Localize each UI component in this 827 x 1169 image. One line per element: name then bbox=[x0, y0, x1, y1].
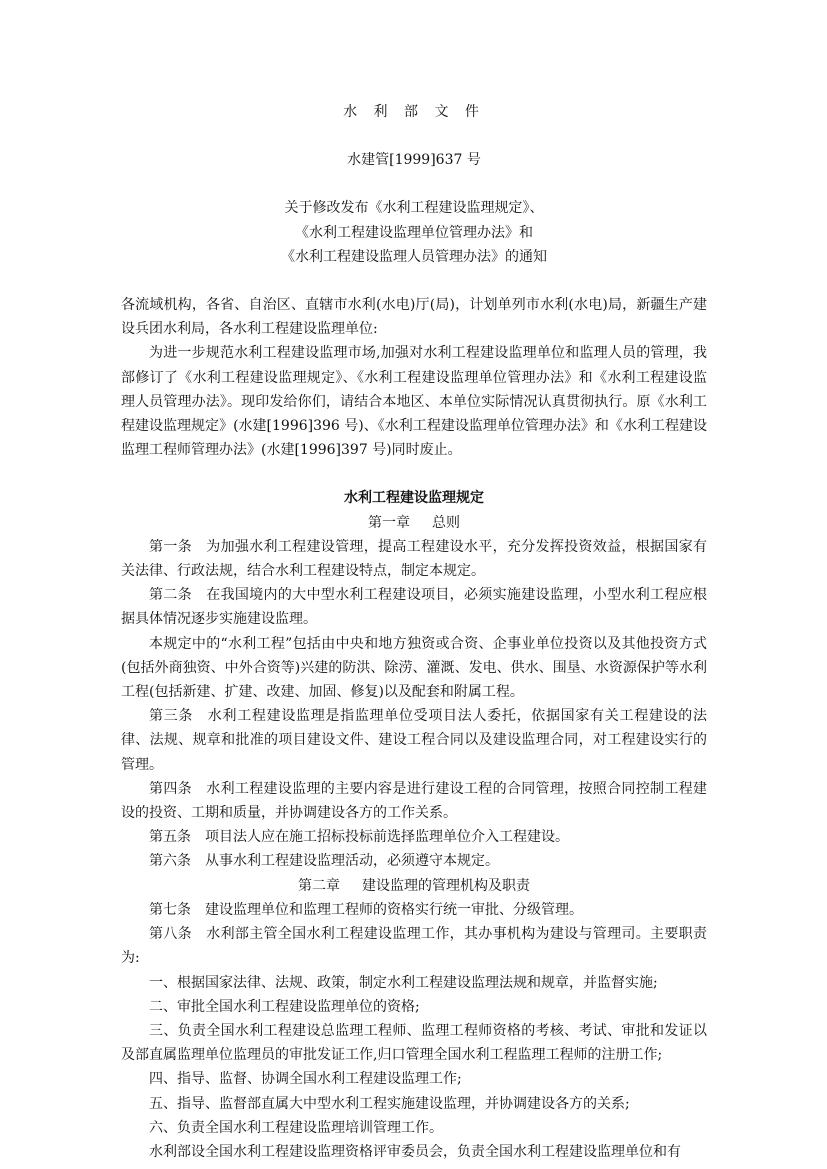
duty-item: 三、负责全国水利工程建设总监理工程师、监理工程师资格的考核、考试、审批和发证以及部直属监理单位监理员的审批发证工作,归口管理全国水利工程监理工程师的注册工作; bbox=[121, 1022, 707, 1064]
article bbox=[121, 583, 707, 631]
article-text: 为加强水利工程建设管理，提高工程建设水平，充分发挥投资效益，根据国家有关法律、行政法规，结合水利工程建设特点，制定本规定。 bbox=[121, 538, 708, 580]
article bbox=[121, 777, 707, 825]
duty-item: 二、审批全国水利工程建设监理单位的资格; bbox=[149, 998, 420, 1015]
notice-title-line: 关于修改发布《水利工程建设监理规定》、 bbox=[284, 200, 544, 217]
duty-item: 六、负责全国水利工程建设监理培训管理工作。 bbox=[149, 1119, 443, 1136]
article-text: 项目法人应在施工招标投标前选择监理单位介入工程建设。 bbox=[205, 829, 569, 846]
article bbox=[121, 535, 707, 583]
article-text: 水利工程建设监理是指监理单位受项目法人委托，依据国家有关工程建设的法律、法规、规章和批准的项目建设文件、建设工程合同以及建设监理合同，对工程建设实行的管理。 bbox=[121, 708, 707, 773]
article-text: 水利部主管全国水利工程建设监理工作，其办事机构为建设与管理司。主要职责为: bbox=[121, 926, 708, 967]
article bbox=[121, 898, 707, 922]
article bbox=[121, 849, 707, 873]
article-number: 第七条 bbox=[149, 901, 191, 918]
article bbox=[121, 922, 707, 970]
document-number: 水建管[1999]637 号 bbox=[347, 152, 481, 169]
article-number: 第四条 bbox=[149, 780, 192, 797]
article-text: 建设监理单位和监理工程师的资格实行统一审批、分级管理。 bbox=[205, 901, 583, 918]
article-number: 第二条 bbox=[149, 587, 192, 604]
duty-item: 一、根据国家法律、法规、政策，制定水利工程建设监理法规和规章，并监督实施; bbox=[149, 974, 658, 991]
article bbox=[121, 825, 707, 849]
article-number: 第一条 bbox=[149, 538, 192, 555]
notice-body: 为进一步规范水利工程建设监理市场,加强对水利工程建设监理单位和监理人员的管理，我部修订了《水利工程建设监理规定》、《水利工程建设监理单位管理办法》和《水利工程建设监理人员管理办法》。现印发给你们，请结合本地区、本单位实际情况认真贯彻执行。原《水利工程建设监理规定》(水建[1996]396 号)、《水利工程建设监理单位管理办法》和《水利工程建设监理工程师管理办法》(水建[1996]397 号)同时废止。 bbox=[121, 345, 707, 459]
article-text: 在我国境内的大中型水利工程建设项目，必须实施建设监理，小型水利工程应根据具体情况逐步实施建设监理。 bbox=[121, 587, 708, 628]
chapter-name: 建设监理的管理机构及职责 bbox=[362, 877, 530, 894]
chapter-heading bbox=[121, 511, 707, 535]
definition-paragraph: 本规定中的“水利工程”包括由中央和地方独资或合资、企事业单位投资以及其他投资方式(包括外商独资、中外合资等)兴建的防洪、除涝、灌溉、发电、供水、围垦、水资源保护等水利工程(包括新建、扩建、改建、加固、修复)以及配套和附属工程。 bbox=[121, 635, 707, 701]
committee-paragraph: 水利部设全国水利工程建设监理资格评审委员会，负责全国水利工程建设监理单位和有 bbox=[149, 1143, 681, 1160]
duty-item: 五、指导、监督部直属大中型水利工程实施建设监理，并协调建设各方的关系; bbox=[149, 1095, 630, 1112]
notice-title-line: 《水利工程建设监理人员管理办法》的通知 bbox=[281, 248, 547, 265]
article bbox=[121, 704, 707, 777]
chapter-number: 第二章 bbox=[298, 877, 340, 894]
notice-title bbox=[121, 196, 707, 269]
chapter-heading bbox=[121, 874, 707, 898]
duty-item: 四、指导、监督、协调全国水利工程建设监理工作; bbox=[149, 1071, 462, 1088]
article-number: 第六条 bbox=[149, 853, 191, 870]
document-header-title: 水 利 部 文 件 bbox=[343, 104, 485, 120]
article-number: 第三条 bbox=[149, 708, 194, 725]
notice-addressees: 各流域机构，各省、自治区、直辖市水利(水电)厅(局)，计划单列市水利(水电)局，新疆生产建设兵团水利局，各水利工程建设监理单位: bbox=[121, 297, 707, 338]
regulation-title: 水利工程建设监理规定 bbox=[344, 490, 484, 507]
article-text: 水利工程建设监理的主要内容是进行建设工程的合同管理，按照合同控制工程建设的投资、工期和质量，并协调建设各方的工作关系。 bbox=[121, 780, 708, 822]
notice-title-line: 《水利工程建设监理单位管理办法》和 bbox=[295, 224, 533, 241]
chapter-number: 第一章 bbox=[368, 514, 410, 531]
article-number: 第五条 bbox=[149, 829, 191, 846]
chapter-name: 总则 bbox=[432, 514, 460, 531]
article-text: 从事水利工程建设监理活动，必须遵守本规定。 bbox=[205, 853, 499, 870]
article-number: 第八条 bbox=[149, 926, 192, 943]
